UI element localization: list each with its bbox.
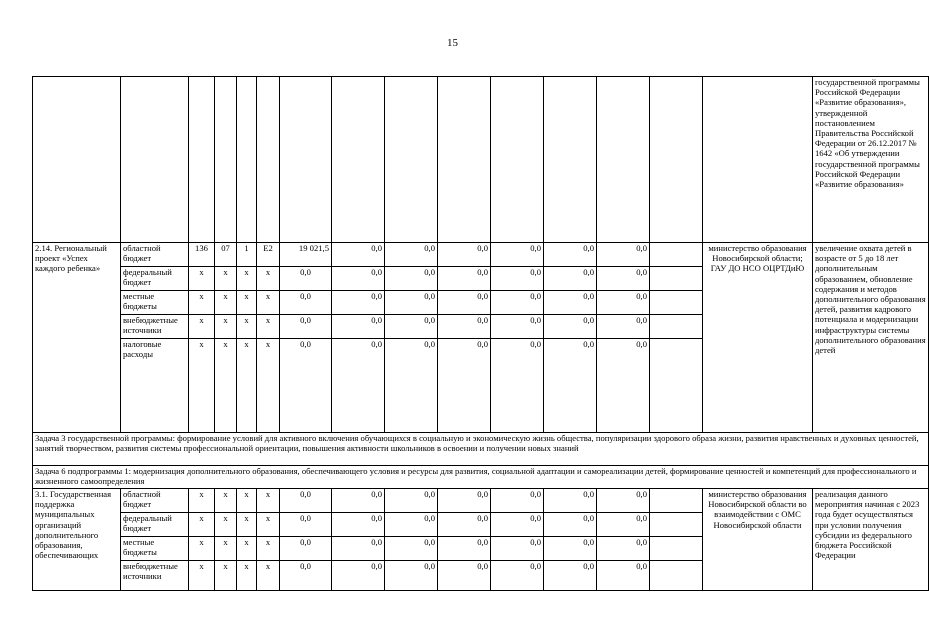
value-cell: 0,0 xyxy=(544,489,597,513)
code-cell: х xyxy=(189,315,215,339)
code-cell: х xyxy=(237,489,257,513)
program-table xyxy=(32,76,929,591)
value-cell: 0,0 xyxy=(385,315,438,339)
code-cell: 1 xyxy=(237,243,257,267)
executor: министерство образования Новосибирской области во взаимодействии с ОМС Новосибирской области xyxy=(703,489,813,591)
task-row xyxy=(33,433,929,466)
value-cell: 0,0 xyxy=(544,513,597,537)
value-cell: 19 021,5 xyxy=(280,243,332,267)
value-cell: 0,0 xyxy=(438,537,491,561)
value-cell: 0,0 xyxy=(491,291,544,315)
value-cell: 0,0 xyxy=(385,339,438,433)
value-cell: 0,0 xyxy=(332,315,385,339)
funding-source: федеральный бюджет xyxy=(121,267,189,291)
item-name: 2.14. Региональный проект «Успех каждого ребенка» xyxy=(33,243,121,433)
value-cell: 0,0 xyxy=(280,537,332,561)
expected-result: увеличение охвата детей в возрасте от 5 до 18 лет дополнительным образованием, обновление содержания и методов дополнительного образования детей, развития кадрового потенциала и модернизации инфраструктуры системы дополнительного образования детей xyxy=(813,243,929,433)
code-cell: х xyxy=(237,339,257,433)
value-cell: 0,0 xyxy=(491,315,544,339)
table-row xyxy=(33,243,929,267)
code-cell: х xyxy=(257,291,280,315)
code-cell: 136 xyxy=(189,243,215,267)
value-cell: 0,0 xyxy=(332,537,385,561)
value-cell: 0,0 xyxy=(491,489,544,513)
value-cell: 0,0 xyxy=(385,243,438,267)
value-cell: 0,0 xyxy=(597,339,650,433)
value-cell: 0,0 xyxy=(438,267,491,291)
value-cell: 0,0 xyxy=(491,243,544,267)
value-cell: 0,0 xyxy=(332,513,385,537)
value-cell: 0,0 xyxy=(438,291,491,315)
value-cell: 0,0 xyxy=(544,537,597,561)
value-cell: 0,0 xyxy=(597,267,650,291)
code-cell: х xyxy=(189,267,215,291)
value-cell: 0,0 xyxy=(597,489,650,513)
value-cell: 0,0 xyxy=(438,561,491,591)
value-cell: 0,0 xyxy=(385,291,438,315)
funding-source: областной бюджет xyxy=(121,243,189,267)
task-3-text: Задача 3 государственной программы: формирование условий для активного включения обучающихся в социальную и экономическую жизнь общества, популяризации здорового образа жизни, развития нравственных и духовных ценностей, занятий творчеством, развития системы профессиональной ориентации, повышения активности школьников в освоении и получении новых знаний xyxy=(33,433,929,466)
value-cell: 0,0 xyxy=(491,537,544,561)
value-cell: 0,0 xyxy=(544,243,597,267)
code-cell: х xyxy=(215,267,237,291)
value-cell: 0,0 xyxy=(385,561,438,591)
code-cell: х xyxy=(215,489,237,513)
code-cell: х xyxy=(215,339,237,433)
value-cell: 0,0 xyxy=(280,489,332,513)
value-cell: 0,0 xyxy=(438,315,491,339)
item-name: 3.1. Государственная поддержка муниципальных организаций дополнительного образования, обеспечивающих xyxy=(33,489,121,591)
code-cell: х xyxy=(237,267,257,291)
value-cell: 0,0 xyxy=(597,243,650,267)
value-cell: 0,0 xyxy=(597,291,650,315)
value-cell: 0,0 xyxy=(597,315,650,339)
code-cell: х xyxy=(215,561,237,591)
value-cell: 0,0 xyxy=(332,267,385,291)
code-cell: х xyxy=(189,537,215,561)
value-cell: 0,0 xyxy=(280,315,332,339)
page-number: 15 xyxy=(447,37,458,49)
value-cell: 0,0 xyxy=(438,489,491,513)
value-cell: 0,0 xyxy=(385,489,438,513)
code-cell: х xyxy=(237,315,257,339)
value-cell: 0,0 xyxy=(332,243,385,267)
value-cell: 0,0 xyxy=(544,267,597,291)
funding-source: внебюджетные источники xyxy=(121,561,189,591)
value-cell: 0,0 xyxy=(385,513,438,537)
task-row xyxy=(33,466,929,489)
code-cell: х xyxy=(189,339,215,433)
table-row xyxy=(33,489,929,513)
code-cell: х xyxy=(257,315,280,339)
value-cell: 0,0 xyxy=(332,291,385,315)
continuation-row xyxy=(33,77,929,243)
value-cell: 0,0 xyxy=(385,267,438,291)
code-cell: х xyxy=(257,513,280,537)
value-cell: 0,0 xyxy=(332,489,385,513)
value-cell: 0,0 xyxy=(544,339,597,433)
value-cell: 0,0 xyxy=(438,339,491,433)
code-cell: х xyxy=(257,489,280,513)
value-cell: 0,0 xyxy=(332,561,385,591)
value-cell: 0,0 xyxy=(280,561,332,591)
value-cell: 0,0 xyxy=(332,339,385,433)
code-cell: х xyxy=(189,561,215,591)
code-cell: х xyxy=(257,339,280,433)
value-cell: 0,0 xyxy=(491,339,544,433)
funding-source: местные бюджеты xyxy=(121,291,189,315)
value-cell: 0,0 xyxy=(491,513,544,537)
code-cell: х xyxy=(257,267,280,291)
value-cell: 0,0 xyxy=(544,315,597,339)
value-cell: 0,0 xyxy=(385,537,438,561)
code-cell: х xyxy=(215,315,237,339)
task-6-text: Задача 6 подпрограммы 1: модернизация дополнительного образования, обеспечивающего условия и ресурсы для развития, социальной адаптации и самореализации детей, формирование ценностей и компетенций для профессионального и жизненного самоопределения xyxy=(33,466,929,489)
value-cell: 0,0 xyxy=(280,291,332,315)
code-cell: х xyxy=(189,489,215,513)
code-cell: х xyxy=(237,561,257,591)
value-cell: 0,0 xyxy=(438,513,491,537)
value-cell: 0,0 xyxy=(491,561,544,591)
value-cell: 0,0 xyxy=(544,291,597,315)
value-cell: 0,0 xyxy=(280,267,332,291)
expected-result: реализация данного мероприятия начиная с 2023 года будет осуществляться при условии получения субсидии из федерального бюджета Российской Федерации xyxy=(813,489,929,591)
funding-source: внебюджетные источники xyxy=(121,315,189,339)
value-cell: 0,0 xyxy=(544,561,597,591)
funding-source: налоговые расходы xyxy=(121,339,189,433)
value-cell: 0,0 xyxy=(280,513,332,537)
value-cell: 0,0 xyxy=(280,339,332,433)
funding-source: областной бюджет xyxy=(121,489,189,513)
code-cell: х xyxy=(215,291,237,315)
value-cell: 0,0 xyxy=(491,267,544,291)
value-cell: 0,0 xyxy=(438,243,491,267)
funding-source: федеральный бюджет xyxy=(121,513,189,537)
executor: министерство образования Новосибирской области; ГАУ ДО НСО ОЦРТДиЮ xyxy=(703,243,813,433)
value-cell: 0,0 xyxy=(597,561,650,591)
code-cell: х xyxy=(257,561,280,591)
funding-source: местные бюджеты xyxy=(121,537,189,561)
value-cell: 0,0 xyxy=(597,513,650,537)
code-cell: х xyxy=(237,513,257,537)
code-cell: 07 xyxy=(215,243,237,267)
code-cell: х xyxy=(257,537,280,561)
code-cell: х xyxy=(189,513,215,537)
code-cell: х xyxy=(215,513,237,537)
code-cell: Е2 xyxy=(257,243,280,267)
code-cell: х xyxy=(237,291,257,315)
continuation-purpose: государственной программы Российской Федерации «Развитие образования», утвержденной постановлением Правительства Российской Федерации от 26.12.2017 № 1642 «Об утверждении государственной программы Российской Федерации «Развитие образования» xyxy=(813,77,929,243)
code-cell: х xyxy=(215,537,237,561)
code-cell: х xyxy=(189,291,215,315)
code-cell: х xyxy=(237,537,257,561)
value-cell: 0,0 xyxy=(597,537,650,561)
